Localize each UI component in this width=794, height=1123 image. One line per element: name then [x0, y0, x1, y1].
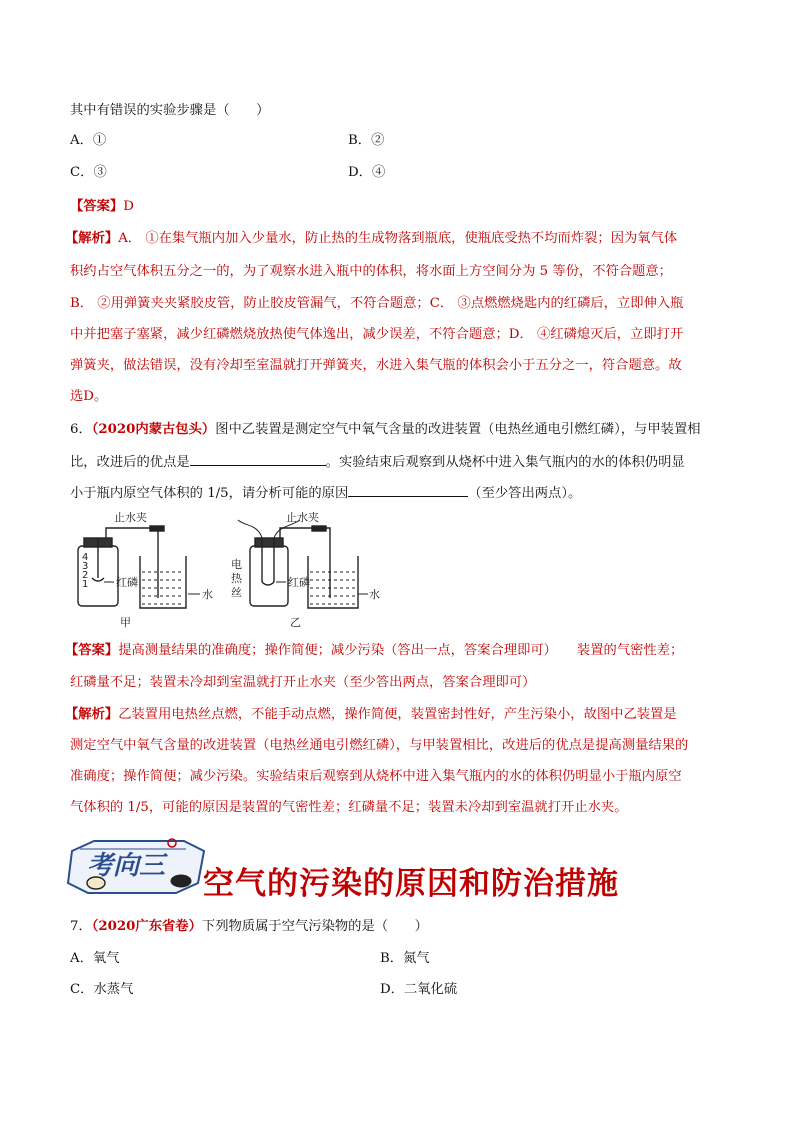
wire-label-3: 丝 — [231, 586, 242, 599]
option-text: ② — [371, 133, 385, 148]
option-letter: D． — [380, 982, 404, 997]
q6-analysis-line-4: 气体积的 1/5，可能的原因是装置的气密性差；红磷量不足；装置未冷却到室温就打开止水夹。 — [70, 800, 628, 815]
wire-label-1: 电 — [231, 558, 242, 571]
caption-jia: 甲 — [120, 616, 131, 629]
q6-analysis-line-1: 【解析】乙装置用电热丝点燃，不能手动点燃，操作简便，装置密封性好，产生污染小，故图中乙装置是 — [65, 707, 677, 722]
reason-blank[interactable] — [348, 482, 468, 497]
option-letter: D． — [348, 165, 372, 180]
scale-mark-1: 1 — [82, 579, 89, 590]
q6-line-3: 小于瓶内原空气体积的 1/5，请分析可能的原因 （至少答出两点）。 — [70, 482, 581, 504]
answer-label: 【答案】 — [65, 643, 119, 658]
option-text: ① — [92, 133, 107, 148]
q7-option-c[interactable] — [70, 980, 133, 1000]
option-letter: B． — [348, 133, 372, 148]
advantage-blank[interactable] — [190, 451, 326, 466]
decor-pebble-right — [171, 875, 191, 887]
wire-label-2: 热 — [231, 572, 242, 585]
phosphorus-label-left: 红磷 — [116, 576, 138, 589]
phosphorus-label-right: 红磷 — [288, 576, 310, 589]
option-text: 二氧化硫 — [403, 982, 458, 997]
q5-analysis-line-3: B． ②用弹簧夹夹紧胶皮管，防止胶皮管漏气，不符合题意；C． ③点燃燃烧匙内的红磷后，立即伸入瓶 — [70, 296, 684, 311]
q5-option-a[interactable] — [70, 131, 106, 151]
option-letter: C． — [70, 982, 94, 997]
apparatus-figure — [68, 511, 380, 629]
beaker-right — [308, 556, 358, 608]
q5-analysis-line-5: 弹簧夹，做法错误，没有冷却至室温就打开弹簧夹，水进入集气瓶的体积会小于五分之一，符合题意。故 — [70, 358, 682, 373]
clamp-label-right: 止水夹 — [286, 511, 319, 524]
answer-value: D — [123, 199, 134, 214]
q5-option-b[interactable] — [348, 131, 384, 151]
q6-answer-line-2: 红磷量不足；装置未冷却到室温就打开止水夹（至少答出两点，答案合理即可） — [70, 675, 536, 690]
water-lines-right — [310, 572, 356, 604]
water-label-left: 水 — [202, 588, 213, 601]
scale-mark-4: 4 — [82, 552, 89, 563]
q6-line-1: 6．（2020内蒙古包头）图中乙装置是测定空气中氧气含量的改进装置（电热丝通电引燃红磷），与甲装置相 — [70, 422, 701, 437]
analysis-label: 【解析】 — [65, 231, 119, 246]
q6-analysis-line-3: 准确度；操作简便；减少污染。实验结束后观察到从烧杯中进入集气瓶内的水的体积仍明显小于瓶内原空 — [70, 769, 682, 784]
q6-answer-line-1: 【答案】提高测量结果的准确度；操作简便；减少污染（答出一点，答案合理即可） 装置的气密性差； — [65, 643, 684, 658]
option-text: 水蒸气 — [93, 982, 134, 997]
option-letter: C． — [70, 165, 94, 180]
water-clamp-right — [312, 526, 326, 531]
question-source: （2020广东省卷） — [91, 919, 202, 934]
q6-line-2: 比，改进后的优点是 。实验结束后观察到从烧杯中进入集气瓶内的水的体积仍明显 — [70, 451, 685, 473]
option-text: ③ — [93, 165, 107, 180]
spoon-bowl-left — [92, 578, 104, 581]
water-clamp-left — [150, 526, 164, 531]
section-badge: 考向三 — [87, 851, 166, 881]
option-text: 氧气 — [92, 951, 120, 966]
q5-analysis-line-6: 选D。 — [70, 389, 108, 404]
q7-option-a[interactable] — [70, 949, 120, 969]
q5-analysis-line-1: 【解析】A． ①在集气瓶内加入少量水，防止热的生成物落到瓶底，使瓶底受热不均而炸裂；因为氧气体 — [65, 231, 678, 246]
water-lines-left — [142, 572, 184, 604]
q7-option-b[interactable] — [380, 949, 430, 969]
scale-mark-3: 3 — [82, 561, 89, 572]
question-source: （2020内蒙古包头） — [91, 422, 216, 437]
beaker-left — [140, 556, 186, 608]
question-number: 7． — [70, 919, 92, 934]
stopper-right — [255, 538, 283, 547]
option-text: ④ — [371, 165, 386, 180]
q5-stem: 其中有错误的实验步骤是（ ） — [70, 103, 270, 118]
option-letter: B． — [380, 951, 404, 966]
q7-option-d[interactable] — [380, 980, 457, 1000]
q5-analysis-line-2: 积约占空气体积五分之一的，为了观察水进入瓶中的体积，将水面上方空间分为 5 等份，不符合题意； — [70, 264, 672, 279]
option-text: 氮气 — [403, 951, 430, 966]
heating-coil — [262, 582, 274, 585]
q5-answer — [70, 197, 134, 217]
scale-mark-2: 2 — [82, 570, 89, 581]
q5-analysis-line-4: 中并把塞子塞紧，减少红磷燃烧放热使气体逸出，减少误差，不符合题意；D． ④红磷熄灭后，立即打开 — [70, 327, 684, 342]
apparatus-jia — [78, 526, 200, 608]
q6-analysis-line-2: 测定空气中氧气含量的改进装置（电热丝通电引燃红磷），与甲装置相比，改进后的优点是提高测量结果的 — [70, 738, 689, 753]
caption-yi: 乙 — [290, 616, 301, 629]
answer-label: 【答案】 — [70, 199, 124, 214]
water-label-right: 水 — [369, 588, 380, 601]
option-letter: A． — [70, 133, 93, 148]
clamp-label-left: 止水夹 — [114, 511, 147, 524]
question-number: 6． — [70, 422, 92, 437]
gas-bottle-right — [250, 546, 288, 606]
apparatus-yi — [238, 520, 368, 608]
q7-stem: 7．（2020广东省卷）下列物质属于空气污染物的是（ ） — [70, 919, 428, 934]
section-title: 空气的污染的原因和防治措施 — [203, 866, 619, 902]
q5-option-c[interactable] — [70, 163, 107, 183]
q5-option-d[interactable] — [348, 163, 385, 183]
option-letter: A． — [70, 951, 93, 966]
analysis-label: 【解析】 — [65, 707, 119, 722]
